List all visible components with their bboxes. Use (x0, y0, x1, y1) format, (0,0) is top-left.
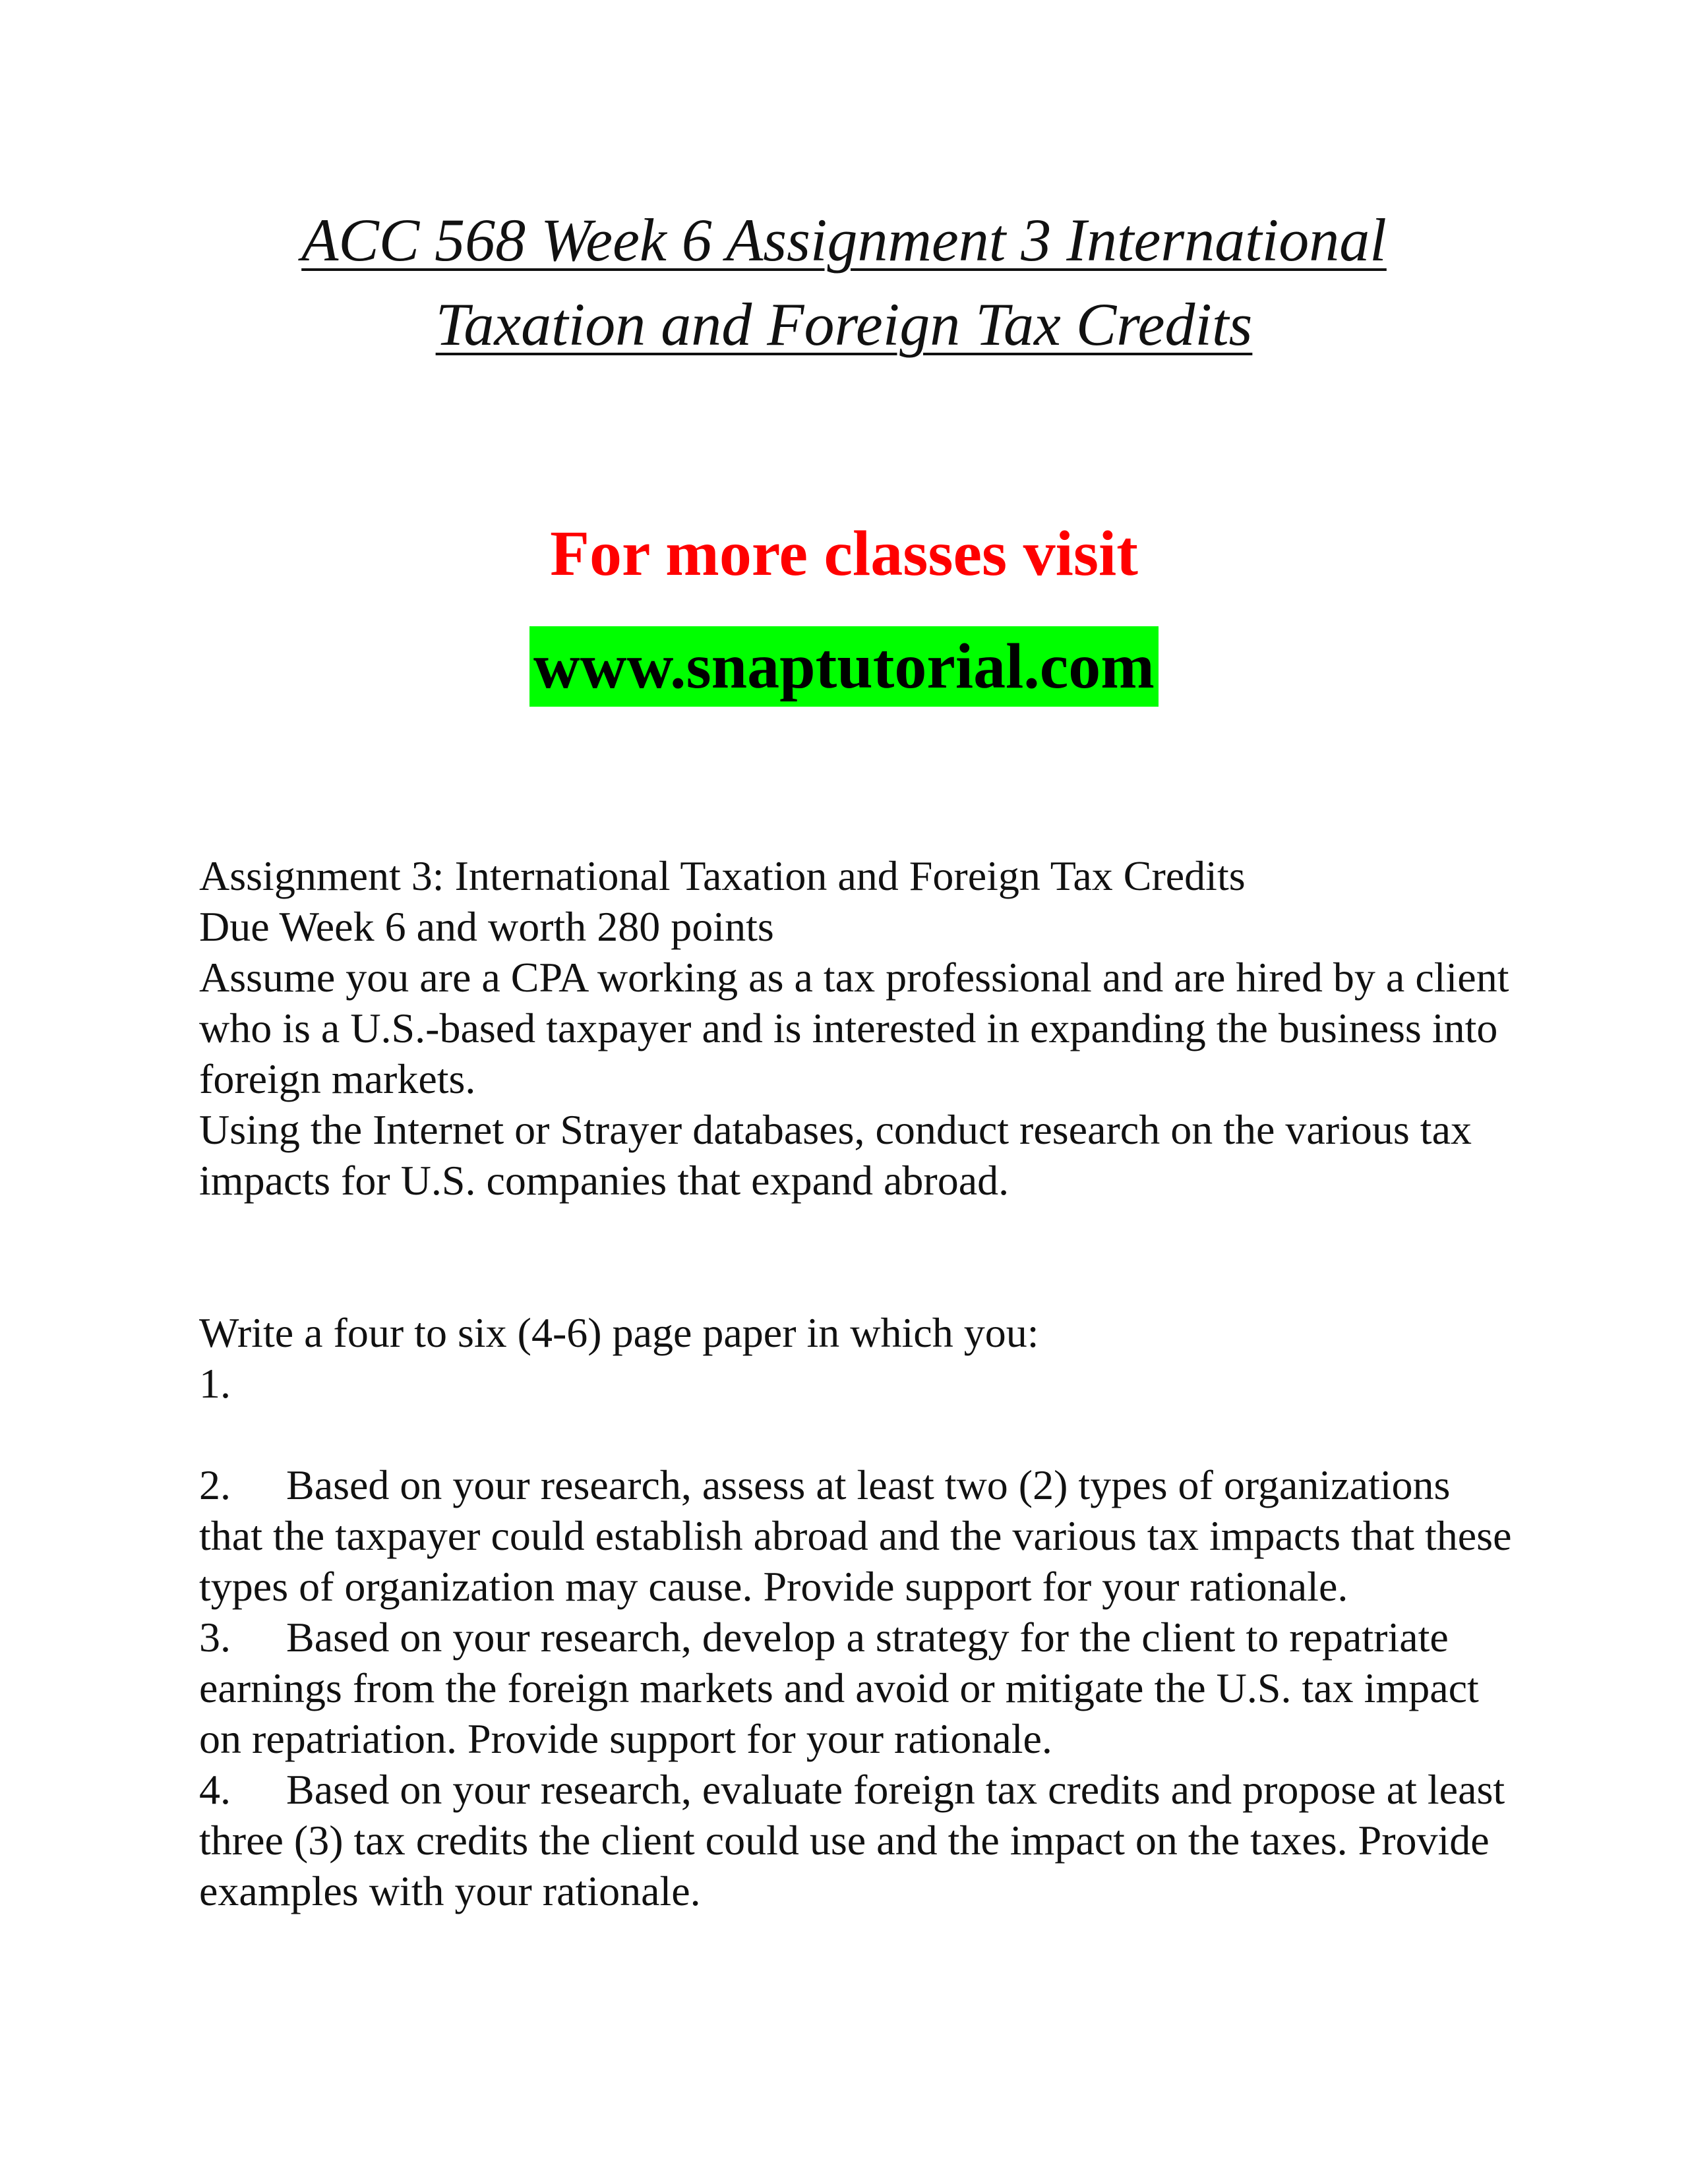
list-item-number: 1. (199, 1360, 231, 1407)
assignment-heading: Assignment 3: International Taxation and Foreign Tax Credits (199, 852, 1246, 899)
list-item-number: 4. (199, 1766, 231, 1813)
list-item-3 (199, 1612, 1518, 1764)
list-item-1 (199, 1358, 1518, 1409)
list-item-text: Based on your research, assess at least two (2) types of organizations that the taxpayer could establish abroad and the various tax impacts that these types of organization may cause. Provide support for your rationale. (199, 1461, 1512, 1610)
site-wrapper (0, 626, 1688, 707)
due-line: Due Week 6 and worth 280 points (199, 903, 774, 950)
list-item-2 (199, 1460, 1518, 1612)
instruction-line: Write a four to six (4-6) page paper in which you: (199, 1309, 1039, 1356)
list-item-number: 2. (199, 1461, 231, 1508)
title-line-2: Taxation and Foreign Tax Credits (435, 291, 1253, 358)
spacer (199, 1206, 1518, 1307)
document-title (0, 198, 1688, 367)
spacer (199, 1409, 1518, 1460)
list-item-text: Based on your research, develop a strategy for the client to repatriate earnings from the foreign markets and avoid or mitigate the U.S. tax impact on repatriation. Provide support for your rationale. (199, 1614, 1479, 1762)
list-item-number: 3. (199, 1614, 231, 1661)
site-link[interactable]: www.snaptutorial.com (529, 626, 1159, 707)
list-item-4 (199, 1764, 1518, 1916)
title-line-1: ACC 568 Week 6 Assignment 3 International (301, 206, 1387, 274)
list-item-text: Based on your research, evaluate foreign tax credits and propose at least three (3) tax credits the client could use and the impact on the taxes. Provide examples with your rationale. (199, 1766, 1505, 1914)
promo-text: For more classes visit (550, 518, 1138, 589)
research-paragraph: Using the Internet or Strayer databases, conduct research on the various tax impacts for U.S. companies that expand abroad. (199, 1106, 1472, 1204)
intro-paragraph: Assume you are a CPA working as a tax professional and are hired by a client who is a U.S.-based taxpayer and is interested in expanding the business into foreign markets. (199, 954, 1509, 1102)
assignment-body (199, 850, 1518, 1916)
